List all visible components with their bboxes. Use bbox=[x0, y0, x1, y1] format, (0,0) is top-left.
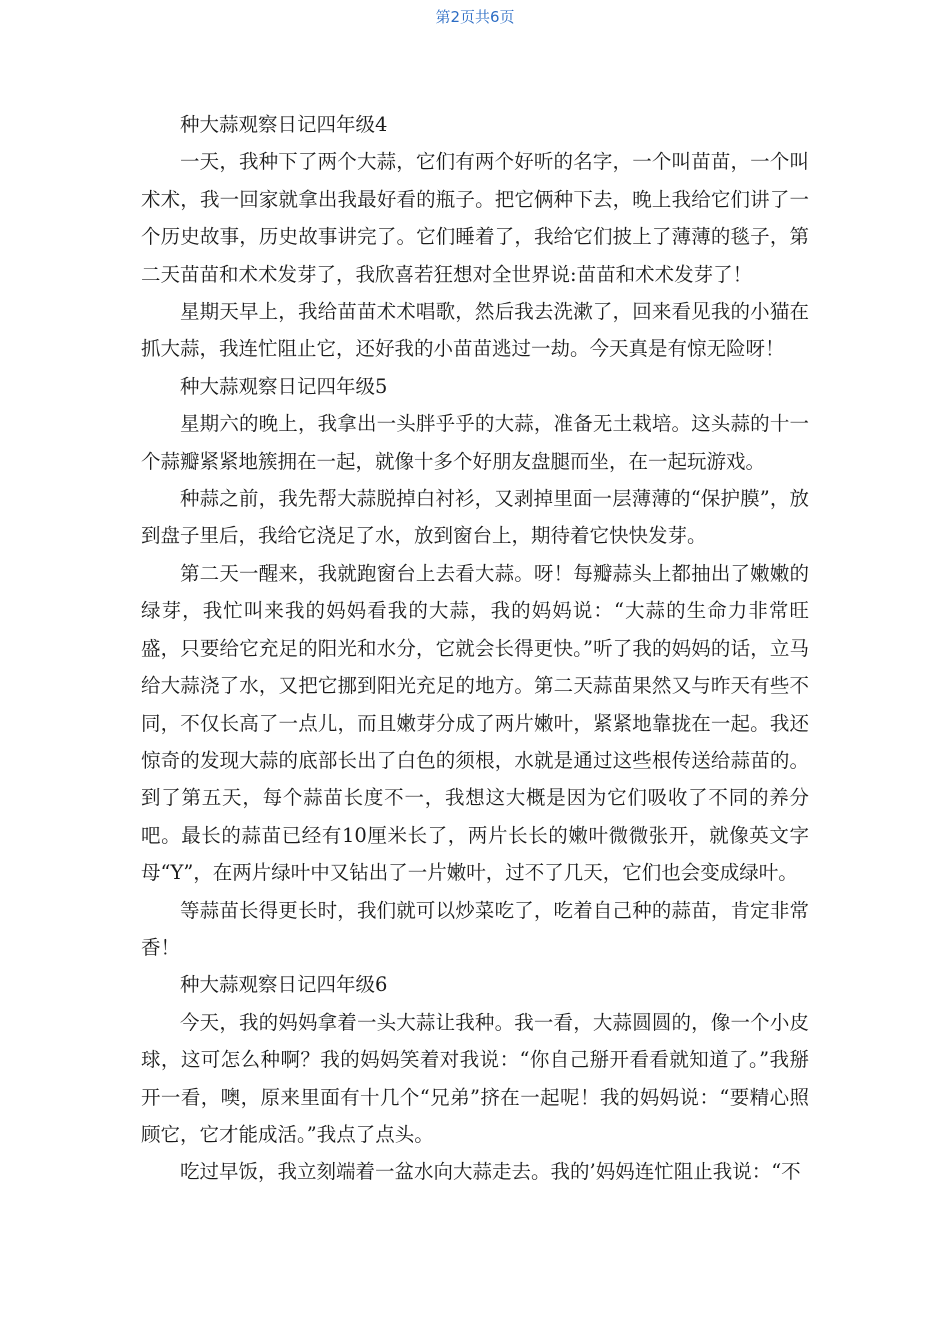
paragraph: 第二天一醒来，我就跑窗台上去看大蒜。呀！每瓣蒜头上都抽出了嫩嫩的绿芽，我忙叫来我的妈妈看我的大蒜，我的妈妈说：“大蒜的生命力非常旺盛，只要给它充足的阳光和水分，它就会长得更快。”听了我的妈妈的话，立马给大蒜浇了水，又把它挪到阳光充足的地方。第二天蒜苗果然又与昨天有些不同，不仅长高了一点儿，而且嫩芽分成了两片嫩叶，紧紧地靠拢在一起。我还惊奇的发现大蒜的底部长出了白色的须根，水就是通过这些根传送给蒜苗的。到了第五天，每个蒜苗长度不一，我想这大概是因为它们吸收了不同的养分吧。最长的蒜苗已经有10厘米长了，两片长长的嫩叶微微张开，就像英文字母“Y”，在两片绿叶中又钻出了一片嫩叶，过不了几天，它们也会变成绿叶。 bbox=[141, 561, 809, 885]
paragraph: 星期六的晚上，我拿出一头胖乎乎的大蒜，准备无土栽培。这头蒜的十一个蒜瓣紧紧地簇拥在一起，就像十多个好朋友盘腿而坐，在一起玩游戏。 bbox=[141, 412, 809, 473]
paragraph: 星期天早上，我给苗苗术术唱歌，然后我去洗漱了，回来看见我的小猫在抓大蒜，我连忙阻止它，还好我的小苗苗逃过一劫。今天真是有惊无险呀！ bbox=[141, 300, 809, 361]
section-title: 种大蒜观察日记四年级5 bbox=[180, 374, 388, 398]
paragraph: 一天，我种下了两个大蒜，它们有两个好听的名字，一个叫苗苗，一个叫术术，我一回家就拿出我最好看的瓶子。把它俩种下去，晚上我给它们讲了一个历史故事，历史故事讲完了。它们睡着了，我给它们披上了薄薄的毯子，第二天苗苗和术术发芽了，我欣喜若狂想对全世界说:苗苗和术术发芽了！ bbox=[141, 150, 809, 286]
paragraph: 今天，我的妈妈拿着一头大蒜让我种。我一看，大蒜圆圆的，像一个小皮球，这可怎么种啊？我的妈妈笑着对我说：“你自己掰开看看就知道了。”我掰开一看，噢，原来里面有十几个“兄弟”挤在一起呢！我的妈妈说：“要精心照顾它，它才能成活。”我点了点头。 bbox=[141, 1010, 809, 1146]
paragraph: 等蒜苗长得更长时，我们就可以炒菜吃了，吃着自己种的蒜苗，肯定非常香！ bbox=[141, 898, 809, 959]
section-title: 种大蒜观察日记四年级4 bbox=[180, 113, 388, 136]
paragraph: 种蒜之前，我先帮大蒜脱掉白衬衫，又剥掉里面一层薄薄的“保护膜”，放到盘子里后，我给它浇足了水，放到窗台上，期待着它快快发芽。 bbox=[141, 487, 809, 548]
section-title: 种大蒜观察日记四年级6 bbox=[180, 973, 388, 997]
document-body bbox=[141, 106, 809, 1191]
paragraph: 吃过早饭，我立刻端着一盆水向大蒜走去。我的’妈妈连忙阻止我说：“不 bbox=[180, 1160, 801, 1184]
page-indicator: 第2页共6页 bbox=[435, 8, 515, 26]
